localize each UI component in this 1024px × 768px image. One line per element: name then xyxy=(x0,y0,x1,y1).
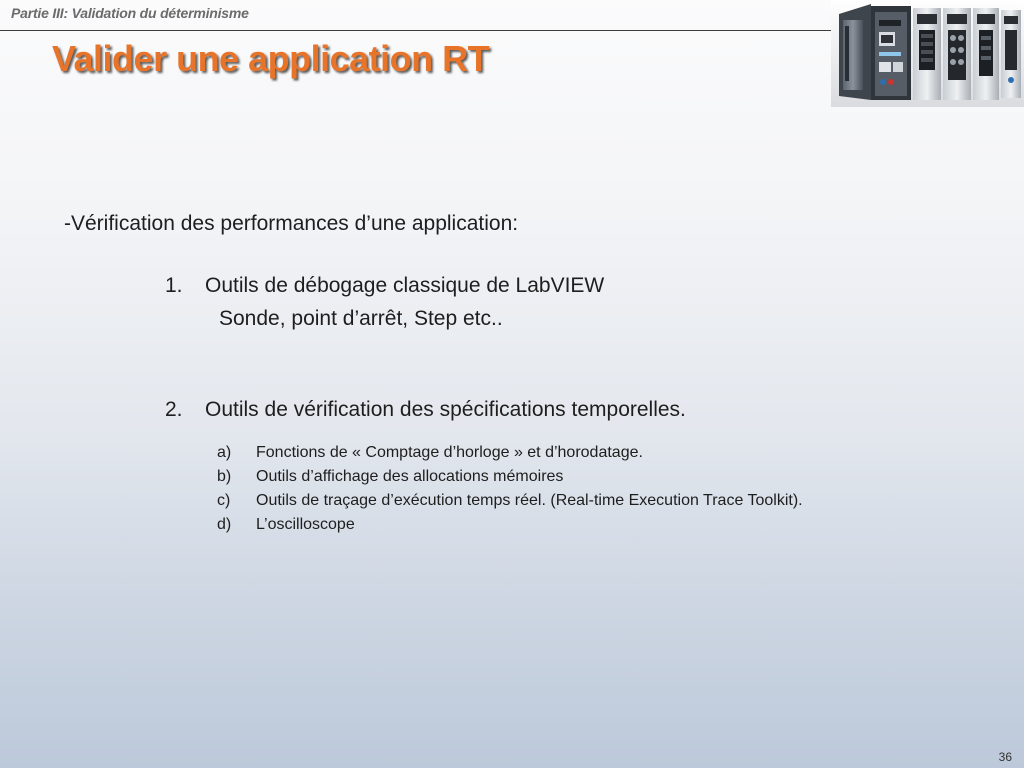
sublist-item: L’oscilloscope xyxy=(256,516,355,533)
sublist-letter-b: b) xyxy=(217,468,232,485)
compactrio-hardware-icon xyxy=(831,0,1024,107)
page-number: 36 xyxy=(998,750,1012,764)
sublist-item: Outils d’affichage des allocations mémoires xyxy=(256,468,564,485)
list-item-timing-tools: Outils de vérification des spécifications temporelles. xyxy=(205,398,686,421)
section-header: Partie III: Validation du déterminisme xyxy=(11,5,249,21)
list-item-debug-detail: Sonde, point d’arrêt, Step etc.. xyxy=(219,307,503,330)
intro-text: -Vérification des performances d’une application: xyxy=(64,212,519,235)
sublist-item: Fonctions de « Comptage d’horloge » et d’horodatage. xyxy=(256,444,643,461)
sublist-letter-d: d) xyxy=(217,516,232,533)
sublist-letter-a: a) xyxy=(217,444,232,461)
list-item-debug-tools: Outils de débogage classique de LabVIEW xyxy=(205,274,605,297)
sublist-letter-c: c) xyxy=(217,492,231,509)
compactrio-hardware-photo xyxy=(831,0,1024,107)
sublist-item: Outils de traçage d’exécution temps réel. (Real-time Execution Trace Toolkit). xyxy=(256,492,803,509)
slide-title: Valider une application RT xyxy=(52,38,490,79)
list-number-1: 1. xyxy=(165,274,183,297)
header-divider xyxy=(0,30,832,31)
list-number-2: 2. xyxy=(165,398,183,421)
